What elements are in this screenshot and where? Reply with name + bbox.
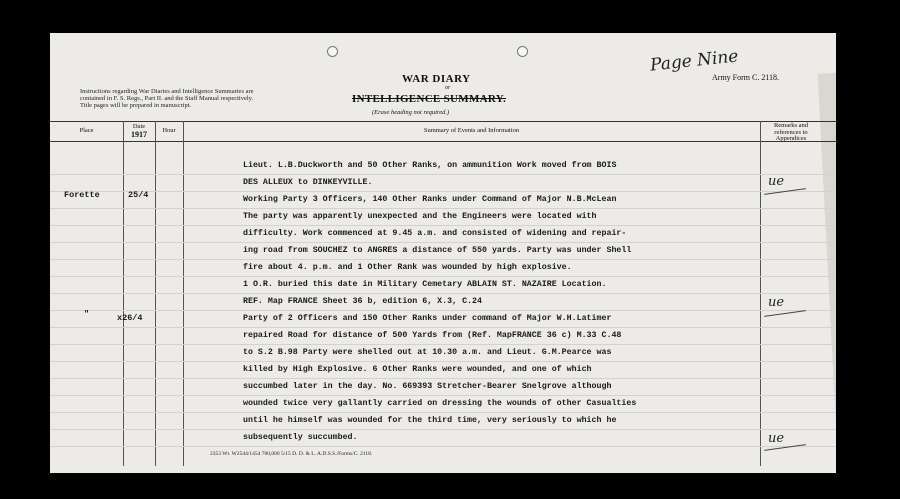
ruled-line [50, 446, 836, 447]
summary-line: wounded twice very gallantly carried on dressing the wounds of other Casualties [243, 399, 637, 408]
summary-line: until he himself was wounded for the third time, very seriously to which he [243, 416, 617, 425]
header-hour: Hour [162, 127, 176, 134]
summary-line: difficulty. Work commenced at 9.45 a.m. and consisted of widening and repair- [243, 229, 627, 238]
summary-line: The party was apparently unexpected and the Engineers were located with [243, 212, 597, 221]
summary-line: repaired Road for distance of 500 Yards from (Ref. MapFRANCE 36 c) M.33 C.48 [243, 331, 622, 340]
form-title-struck: INTELLIGENCE SUMMARY. [352, 93, 507, 105]
summary-line: to S.2 B.98 Party were shelled out at 10.30 a.m. and Lieut. G.M.Pearce was [243, 348, 612, 357]
header-remarks: Remarks and references to Appendices [773, 122, 809, 142]
punch-hole-right [517, 46, 528, 57]
erase-note: (Erase heading not required.) [372, 109, 450, 116]
form-footer: 2353 Wt. W2544/1454 700,000 5/15 D. D. & L. A.D.S.S./Forms/C. 2118. [210, 451, 373, 457]
war-diary-page [50, 33, 836, 473]
summary-line: DES ALLEUX to DINKEYVILLE. [243, 178, 373, 187]
punch-hole-left [327, 46, 338, 57]
page-handwritten-note: Page Nine [649, 46, 740, 76]
form-number: Army Form C. 2118. [712, 73, 780, 82]
summary-line: Party of 2 Officers and 150 Other Ranks under command of Major W.H.Latimer [243, 314, 612, 323]
header-top-rule [50, 121, 836, 122]
summary-line: succumbed later in the day. No. 669393 Stretcher-Bearer Snelgrove although [243, 382, 612, 391]
remark-initials: ue [768, 431, 785, 446]
summary-line: 1 O.R. buried this date in Military Cemetary ABLAIN ST. NAZAIRE Location. [243, 280, 607, 289]
form-title: WAR DIARY [402, 73, 471, 85]
entry-date: 25/4 [128, 190, 149, 200]
summary-line: killed by High Explosive. 6 Other Ranks were wounded, and one of which [243, 365, 592, 374]
summary-line: subsequently succumbed. [243, 433, 358, 442]
header-year: 1917 [131, 130, 147, 139]
header-date: Date [132, 123, 146, 130]
title-or: or [445, 85, 451, 91]
entry-place: Forette [64, 190, 100, 200]
remark-initials: ue [768, 295, 785, 310]
summary-line: Working Party 3 Officers, 140 Other Ranks under Command of Major N.B.McLean [243, 195, 617, 204]
summary-line: fire about 4. p.m. and 1 Other Rank was wounded by high explosive. [243, 263, 572, 272]
header-place: Place [79, 127, 94, 134]
summary-line: REF. Map FRANCE Sheet 36 b, edition 6, X.3, C.24 [243, 297, 482, 306]
instructions-text: Instructions regarding War Diaries and Intelligence Summaries are contained in F. S. Regs., Part II. and the Staff Manual respectively. Title pages will be prepared in manuscript. [80, 88, 254, 109]
remark-initials: ue [768, 174, 785, 189]
entry-date: x26/4 [117, 313, 143, 323]
summary-text [243, 157, 803, 446]
summary-line: ing road from SOUCHEZ to ANGRES a distance of 550 yards. Party was under Shell [243, 246, 632, 255]
entry-place: " [84, 309, 90, 319]
header-bottom-rule [50, 141, 836, 142]
summary-line: Lieut. L.B.Duckworth and 50 Other Ranks, on ammunition Work moved from BOIS [243, 161, 617, 170]
header-summary: Summary of Events and Information [423, 127, 520, 134]
